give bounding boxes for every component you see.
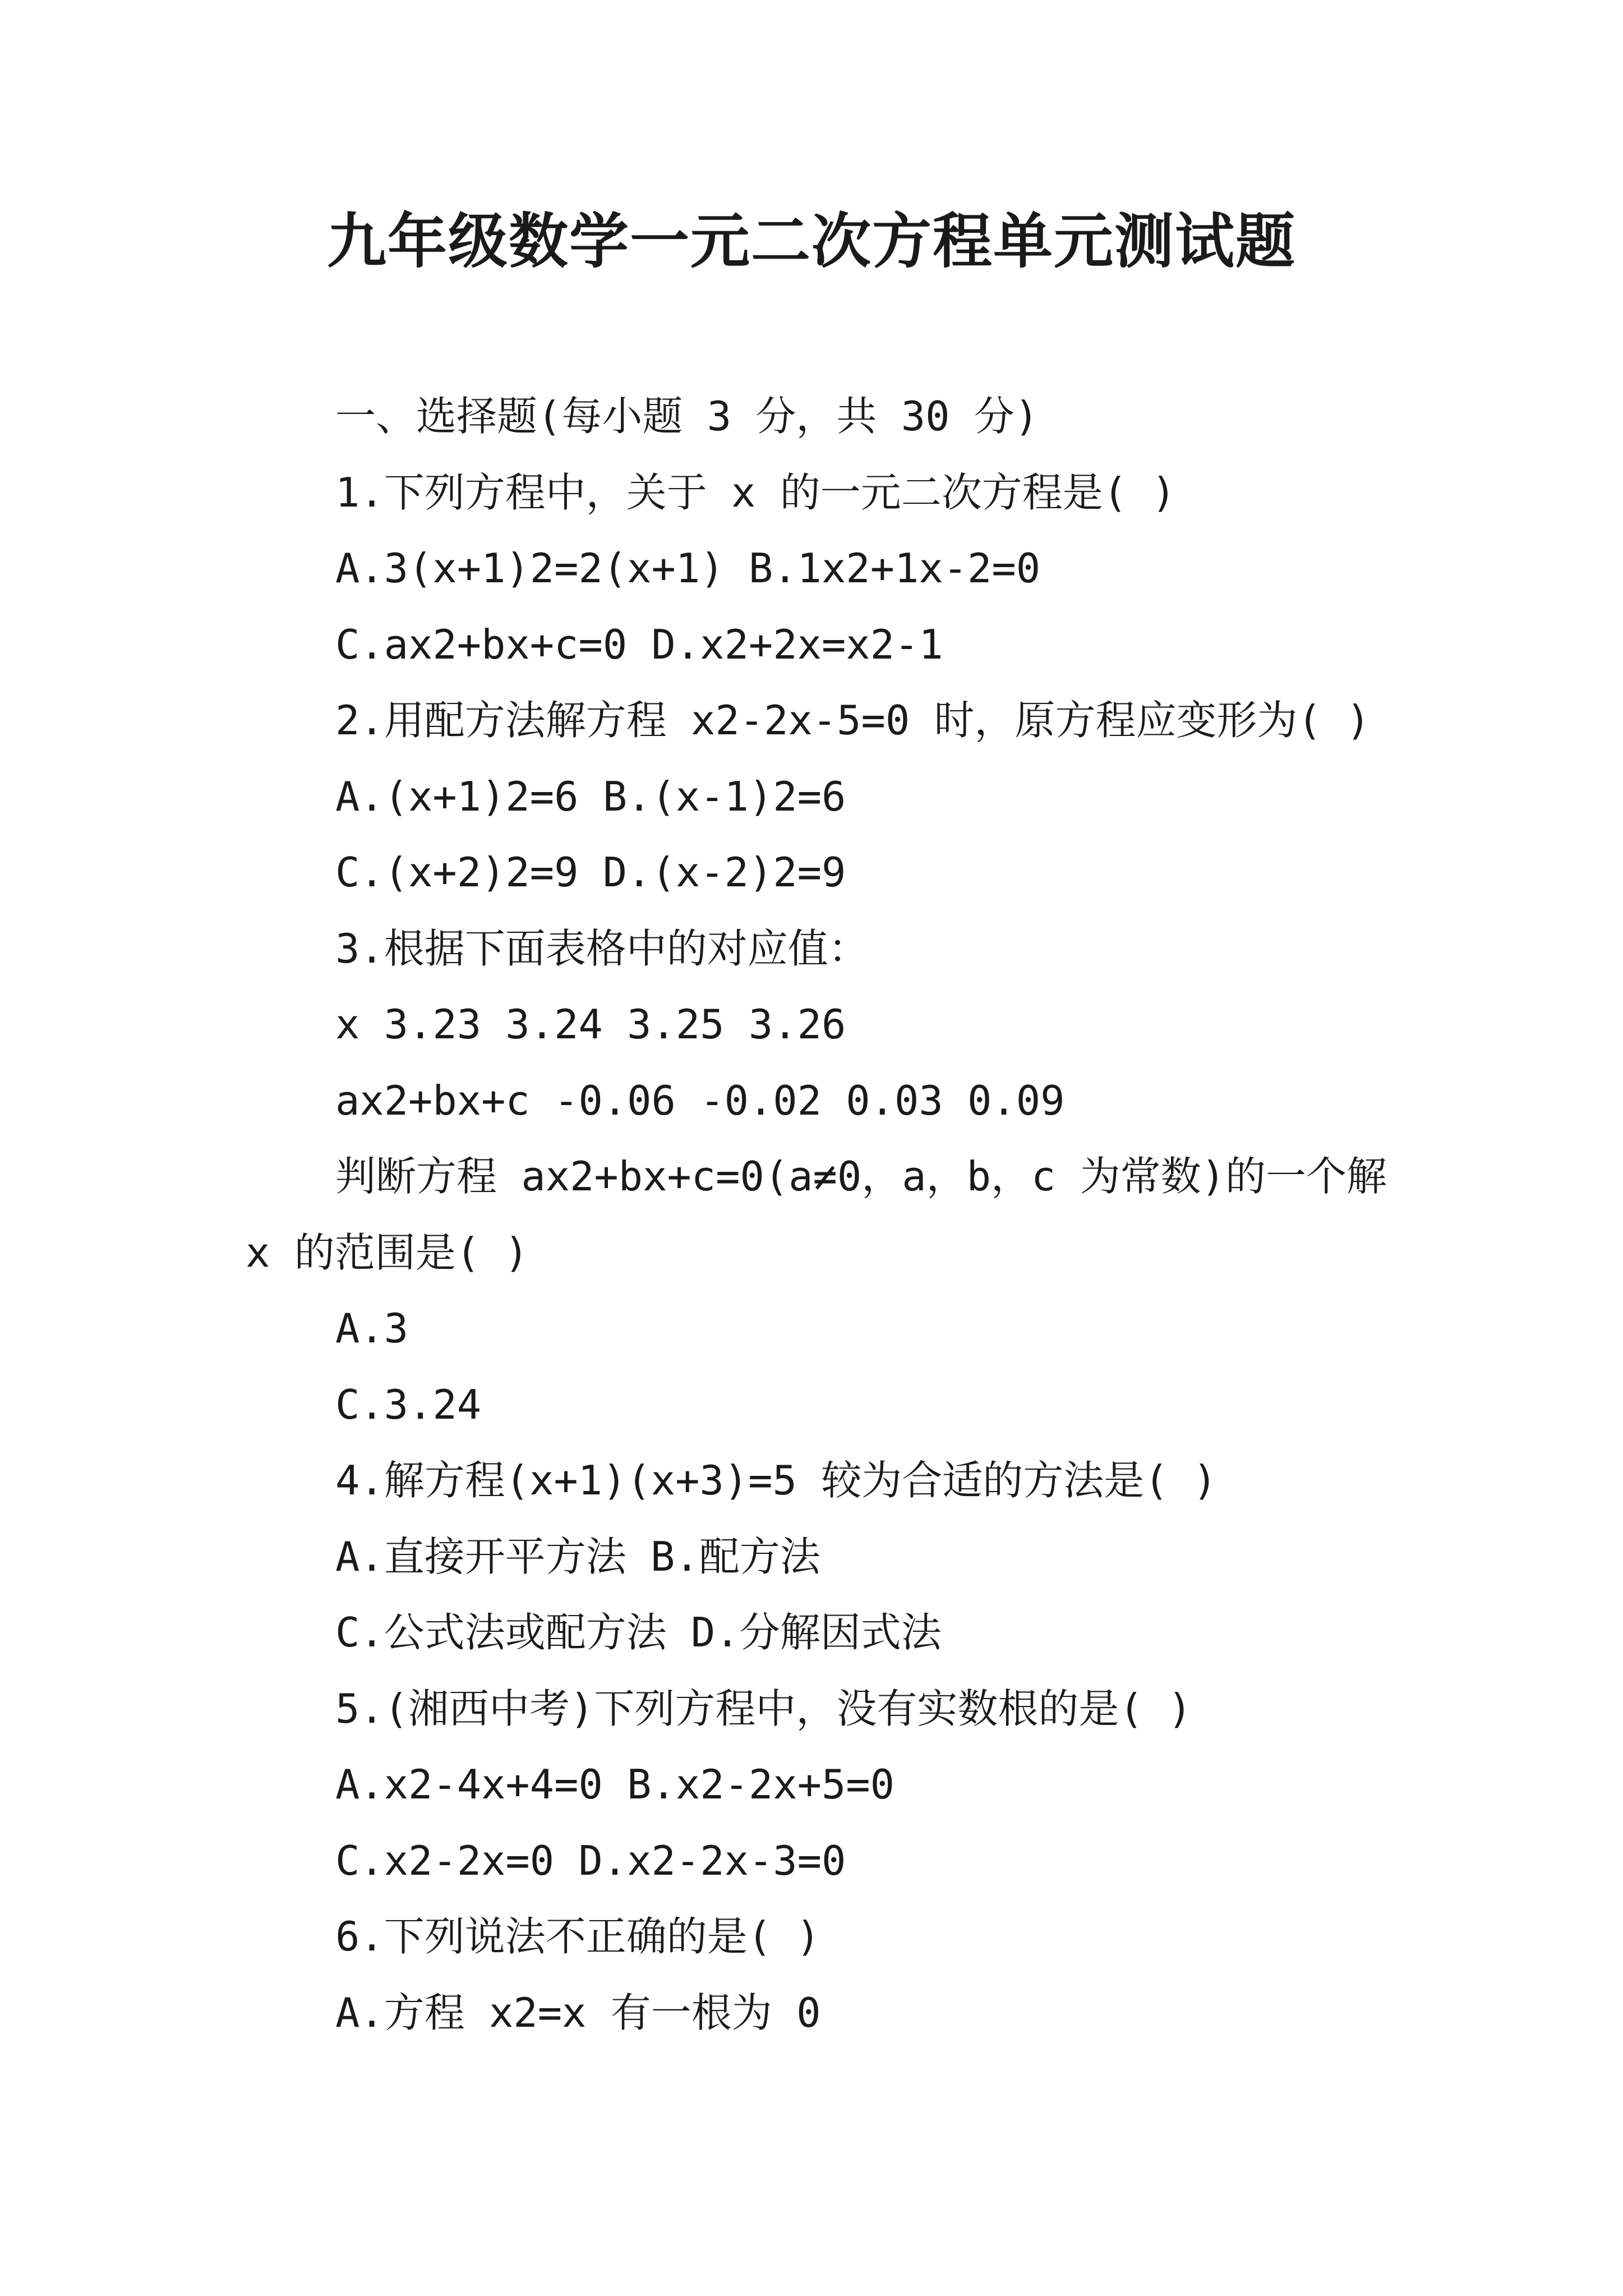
document-title: 九年级数学一元二次方程单元测试题	[327, 206, 1296, 276]
question-3-prompt-continued: x 的范围是( )	[246, 1229, 529, 1276]
question-4-options-ab: A.直接开平方法 B.配方法	[335, 1533, 820, 1580]
question-3-option-c: C.3.24	[335, 1381, 482, 1428]
question-1-options-cd: C.ax2+bx+c=0 D.x2+2x=x2-1	[335, 621, 943, 668]
question-1-options-ab: A.3(x+1)2=2(x+1) B.1x2+1x-2=0	[335, 545, 1041, 592]
table-row-x: x 3.23 3.24 3.25 3.26	[335, 1001, 846, 1048]
question-1: 1.下列方程中，关于 x 的一元二次方程是( )	[335, 469, 1176, 516]
question-5: 5.(湘西中考)下列方程中，没有实数根的是( )	[335, 1685, 1192, 1732]
question-6: 6.下列说法不正确的是( )	[335, 1913, 820, 1960]
question-4-options-cd: C.公式法或配方法 D.分解因式法	[335, 1609, 942, 1656]
question-3-option-a: A.3	[335, 1305, 409, 1352]
question-2: 2.用配方法解方程 x2-2x-5=0 时，原方程应变形为( )	[335, 697, 1371, 744]
question-5-options-ab: A.x2-4x+4=0 B.x2-2x+5=0	[335, 1761, 895, 1808]
question-5-options-cd: C.x2-2x=0 D.x2-2x-3=0	[335, 1837, 846, 1884]
question-3: 3.根据下面表格中的对应值：	[335, 925, 869, 972]
question-6-option-a: A.方程 x2=x 有一根为 0	[335, 1989, 821, 2036]
question-2-options-cd: C.(x+2)2=9 D.(x-2)2=9	[335, 849, 846, 896]
question-4: 4.解方程(x+1)(x+3)=5 较为合适的方法是( )	[335, 1457, 1218, 1504]
question-3-prompt: 判断方程 ax2+bx+c=0(a≠0，a，b，c 为常数)的一个解	[335, 1153, 1387, 1200]
question-2-options-ab: A.(x+1)2=6 B.(x-1)2=6	[335, 773, 846, 820]
table-row-value: ax2+bx+c -0.06 -0.02 0.03 0.09	[335, 1077, 1065, 1124]
section-heading: 一、选择题(每小题 3 分，共 30 分)	[335, 393, 1039, 440]
